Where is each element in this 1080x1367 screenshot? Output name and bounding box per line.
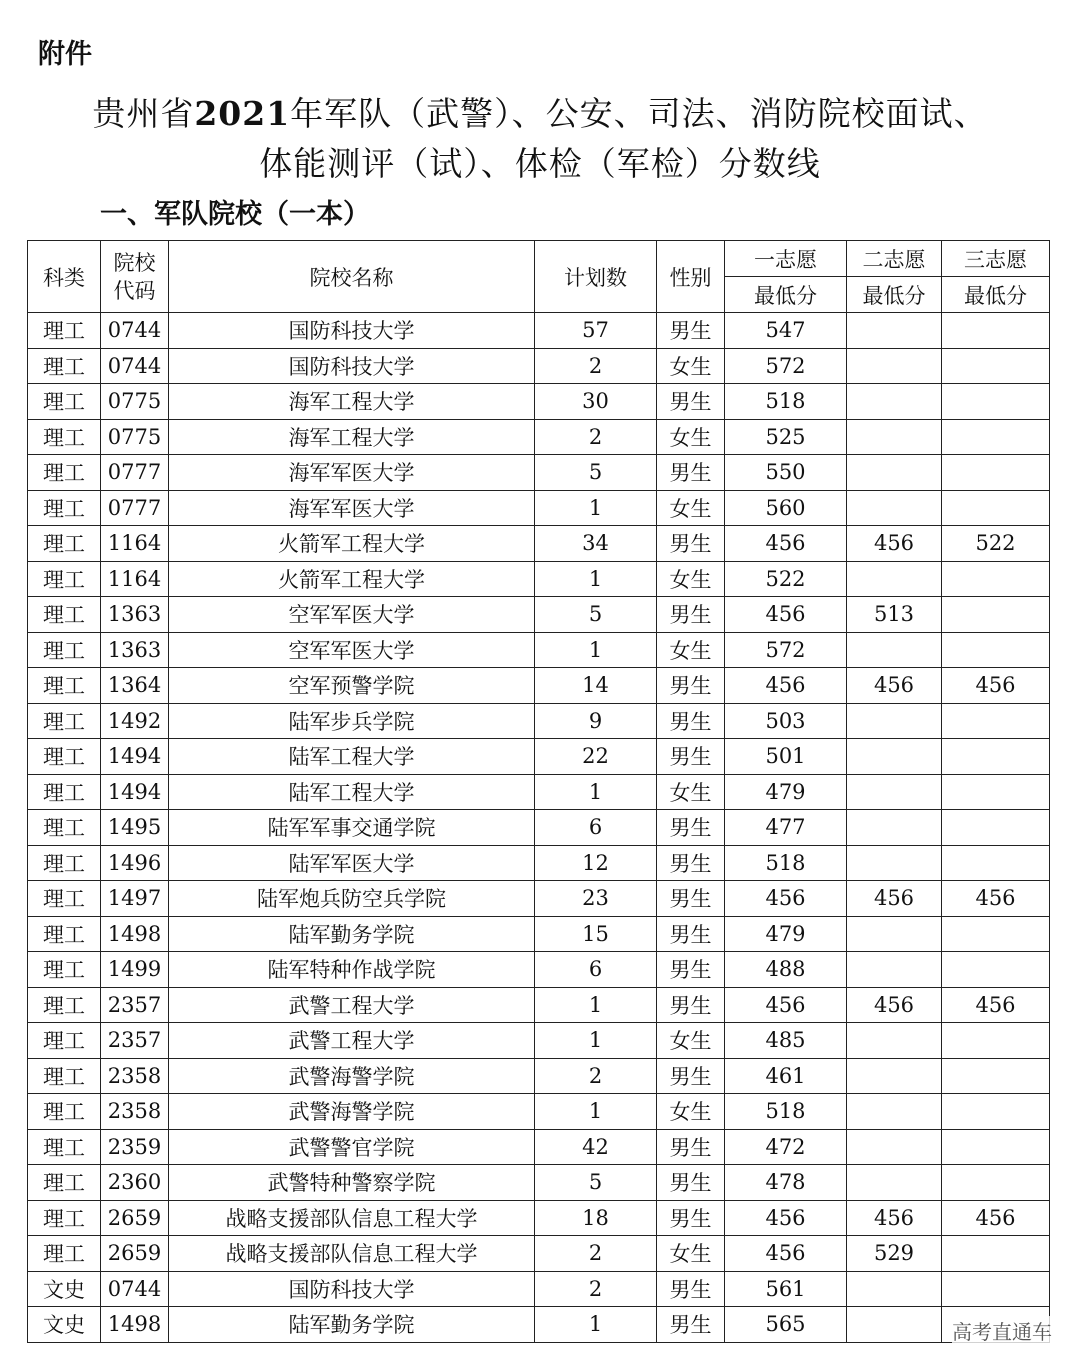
cell-code: 2358 — [101, 1094, 169, 1130]
table-row — [28, 561, 1050, 597]
cell-code: 0744 — [101, 313, 169, 349]
cell-third-min-score — [942, 739, 1050, 775]
cell-school-name: 火箭军工程大学 — [169, 561, 535, 597]
cell-subject: 理工 — [28, 419, 101, 455]
cell-plan: 2 — [535, 348, 657, 384]
cell-subject: 理工 — [28, 313, 101, 349]
cell-gender: 男生 — [657, 987, 725, 1023]
table-row — [28, 774, 1050, 810]
cell-plan: 18 — [535, 1200, 657, 1236]
cell-first-min-score: 479 — [725, 774, 847, 810]
page-title-line-1 — [0, 88, 1080, 135]
cell-school-name: 陆军军医大学 — [169, 845, 535, 881]
cell-first-min-score: 456 — [725, 881, 847, 917]
cell-first-min-score: 501 — [725, 739, 847, 775]
cell-second-min-score — [847, 1271, 942, 1307]
cell-school-name: 武警工程大学 — [169, 987, 535, 1023]
cell-first-min-score: 477 — [725, 810, 847, 846]
cell-first-min-score: 572 — [725, 632, 847, 668]
cell-school-name: 国防科技大学 — [169, 348, 535, 384]
cell-second-min-score — [847, 490, 942, 526]
cell-code: 2358 — [101, 1058, 169, 1094]
cell-first-min-score: 561 — [725, 1271, 847, 1307]
cell-subject: 文史 — [28, 1307, 101, 1343]
table-row — [28, 1058, 1050, 1094]
cell-plan: 5 — [535, 455, 657, 491]
cell-subject: 理工 — [28, 668, 101, 704]
title-suffix: 年军队（武警）、公安、司法、消防院校面试、 — [290, 94, 988, 133]
cell-code: 1498 — [101, 1307, 169, 1343]
cell-gender: 女生 — [657, 632, 725, 668]
table-row — [28, 810, 1050, 846]
table-row — [28, 1307, 1050, 1343]
cell-subject: 理工 — [28, 1165, 101, 1201]
cell-code: 1499 — [101, 952, 169, 988]
cell-gender: 男生 — [657, 916, 725, 952]
cell-first-min-score: 478 — [725, 1165, 847, 1201]
cell-plan: 34 — [535, 526, 657, 562]
cell-subject: 理工 — [28, 845, 101, 881]
cell-gender: 男生 — [657, 1200, 725, 1236]
cell-school-name: 国防科技大学 — [169, 313, 535, 349]
cell-code: 1164 — [101, 526, 169, 562]
cell-first-min-score: 479 — [725, 916, 847, 952]
cell-third-min-score — [942, 348, 1050, 384]
cell-subject: 理工 — [28, 526, 101, 562]
cell-gender: 女生 — [657, 348, 725, 384]
cell-third-min-score — [942, 1094, 1050, 1130]
cell-school-name: 陆军步兵学院 — [169, 703, 535, 739]
cell-subject: 理工 — [28, 1094, 101, 1130]
cell-code: 1494 — [101, 739, 169, 775]
table-row — [28, 384, 1050, 420]
cell-third-min-score: 456 — [942, 1200, 1050, 1236]
cell-plan: 1 — [535, 1023, 657, 1059]
header-subject: 科类 — [28, 241, 101, 313]
cell-second-min-score — [847, 1094, 942, 1130]
cell-plan: 42 — [535, 1129, 657, 1165]
cell-third-min-score: 456 — [942, 987, 1050, 1023]
cell-first-min-score: 472 — [725, 1129, 847, 1165]
cell-subject: 理工 — [28, 348, 101, 384]
table-row — [28, 313, 1050, 349]
cell-school-name: 武警海警学院 — [169, 1094, 535, 1130]
table-row — [28, 1236, 1050, 1272]
cell-third-min-score — [942, 455, 1050, 491]
cell-subject: 理工 — [28, 455, 101, 491]
cell-plan: 2 — [535, 1271, 657, 1307]
cell-second-min-score — [847, 1165, 942, 1201]
cell-school-name: 海军工程大学 — [169, 419, 535, 455]
cell-second-min-score: 456 — [847, 1200, 942, 1236]
cell-second-min-score — [847, 774, 942, 810]
table-row — [28, 845, 1050, 881]
table-row — [28, 952, 1050, 988]
cell-school-name: 空军预警学院 — [169, 668, 535, 704]
table-row — [28, 1200, 1050, 1236]
cell-subject: 理工 — [28, 1129, 101, 1165]
cell-code: 0775 — [101, 384, 169, 420]
cell-third-min-score: 456 — [942, 668, 1050, 704]
cell-subject: 理工 — [28, 916, 101, 952]
cell-code: 1492 — [101, 703, 169, 739]
header-first-choice: 一志愿 — [725, 241, 847, 277]
cell-third-min-score — [942, 632, 1050, 668]
cell-code: 1497 — [101, 881, 169, 917]
table-row — [28, 526, 1050, 562]
cell-school-name: 武警海警学院 — [169, 1058, 535, 1094]
cell-first-min-score: 547 — [725, 313, 847, 349]
cell-second-min-score — [847, 952, 942, 988]
header-name: 院校名称 — [169, 241, 535, 313]
cell-code: 1496 — [101, 845, 169, 881]
cell-gender: 男生 — [657, 597, 725, 633]
cell-second-min-score — [847, 455, 942, 491]
cell-first-min-score: 565 — [725, 1307, 847, 1343]
cell-gender: 男生 — [657, 1271, 725, 1307]
cell-first-min-score: 560 — [725, 490, 847, 526]
cell-gender: 男生 — [657, 703, 725, 739]
cell-school-name: 海军军医大学 — [169, 455, 535, 491]
cell-third-min-score — [942, 384, 1050, 420]
cell-second-min-score — [847, 845, 942, 881]
cell-gender: 男生 — [657, 1058, 725, 1094]
cell-plan: 23 — [535, 881, 657, 917]
table-row — [28, 419, 1050, 455]
cell-school-name: 战略支援部队信息工程大学 — [169, 1236, 535, 1272]
cell-plan: 1 — [535, 490, 657, 526]
cell-first-min-score: 522 — [725, 561, 847, 597]
header-first-min-score: 最低分 — [725, 277, 847, 313]
title-prefix: 贵州省 — [92, 94, 195, 133]
table-row — [28, 668, 1050, 704]
cell-plan: 30 — [535, 384, 657, 420]
section-heading: 一、军队院校（一本） — [100, 199, 370, 230]
attachment-label: 附件 — [38, 39, 92, 70]
cell-subject: 理工 — [28, 561, 101, 597]
cell-plan: 15 — [535, 916, 657, 952]
cell-subject: 理工 — [28, 597, 101, 633]
header-second-choice: 二志愿 — [847, 241, 942, 277]
cell-school-name: 海军工程大学 — [169, 384, 535, 420]
header-gender: 性别 — [657, 241, 725, 313]
cell-code: 0777 — [101, 490, 169, 526]
cell-first-min-score: 525 — [725, 419, 847, 455]
cell-school-name: 海军军医大学 — [169, 490, 535, 526]
cell-first-min-score: 518 — [725, 845, 847, 881]
cell-subject: 理工 — [28, 774, 101, 810]
cell-second-min-score — [847, 1023, 942, 1059]
cell-code: 2357 — [101, 1023, 169, 1059]
cell-gender: 男生 — [657, 1165, 725, 1201]
cell-third-min-score — [942, 810, 1050, 846]
cell-gender: 男生 — [657, 1129, 725, 1165]
cell-first-min-score: 518 — [725, 1094, 847, 1130]
table-row — [28, 703, 1050, 739]
cell-third-min-score — [942, 952, 1050, 988]
cell-plan: 6 — [535, 952, 657, 988]
cell-subject: 理工 — [28, 739, 101, 775]
cell-subject: 理工 — [28, 490, 101, 526]
cell-first-min-score: 461 — [725, 1058, 847, 1094]
cell-subject: 理工 — [28, 1058, 101, 1094]
cell-school-name: 空军军医大学 — [169, 632, 535, 668]
cell-code: 2659 — [101, 1200, 169, 1236]
cell-first-min-score: 518 — [725, 384, 847, 420]
cell-school-name: 陆军军事交通学院 — [169, 810, 535, 846]
cell-second-min-score — [847, 348, 942, 384]
cell-first-min-score: 485 — [725, 1023, 847, 1059]
cell-second-min-score: 456 — [847, 668, 942, 704]
cell-school-name: 空军军医大学 — [169, 597, 535, 633]
cell-second-min-score — [847, 313, 942, 349]
cell-first-min-score: 572 — [725, 348, 847, 384]
cell-gender: 男生 — [657, 739, 725, 775]
cell-subject: 理工 — [28, 1236, 101, 1272]
cell-school-name: 陆军工程大学 — [169, 774, 535, 810]
table-body — [28, 313, 1050, 1343]
cell-third-min-score — [942, 703, 1050, 739]
table-row — [28, 632, 1050, 668]
cell-gender: 男生 — [657, 1307, 725, 1343]
cell-third-min-score — [942, 1023, 1050, 1059]
cell-first-min-score: 456 — [725, 987, 847, 1023]
cell-second-min-score: 456 — [847, 881, 942, 917]
table-row — [28, 455, 1050, 491]
cell-third-min-score: 522 — [942, 526, 1050, 562]
cell-gender: 女生 — [657, 490, 725, 526]
cell-subject: 理工 — [28, 703, 101, 739]
cell-second-min-score: 456 — [847, 987, 942, 1023]
cell-third-min-score — [942, 313, 1050, 349]
cell-school-name: 火箭军工程大学 — [169, 526, 535, 562]
cell-code: 1363 — [101, 597, 169, 633]
cell-gender: 男生 — [657, 952, 725, 988]
cell-third-min-score — [942, 845, 1050, 881]
header-third-min-score: 最低分 — [942, 277, 1050, 313]
title-year: 2021 — [194, 94, 291, 133]
table-row — [28, 1094, 1050, 1130]
table-row — [28, 1165, 1050, 1201]
cell-code: 1495 — [101, 810, 169, 846]
table-row — [28, 987, 1050, 1023]
cell-third-min-score — [942, 1236, 1050, 1272]
cell-first-min-score: 456 — [725, 668, 847, 704]
cell-first-min-score: 488 — [725, 952, 847, 988]
cell-second-min-score: 529 — [847, 1236, 942, 1272]
cell-second-min-score — [847, 916, 942, 952]
table-row — [28, 490, 1050, 526]
cell-third-min-score — [942, 1271, 1050, 1307]
cell-school-name: 陆军勤务学院 — [169, 916, 535, 952]
cell-school-name: 陆军勤务学院 — [169, 1307, 535, 1343]
cell-plan: 1 — [535, 1094, 657, 1130]
cell-plan: 1 — [535, 774, 657, 810]
cell-gender: 女生 — [657, 419, 725, 455]
table-row — [28, 1129, 1050, 1165]
cell-school-name: 武警警官学院 — [169, 1129, 535, 1165]
cell-first-min-score: 456 — [725, 526, 847, 562]
cell-second-min-score — [847, 632, 942, 668]
cell-third-min-score — [942, 490, 1050, 526]
cell-gender: 男生 — [657, 668, 725, 704]
cell-gender: 女生 — [657, 1094, 725, 1130]
cell-plan: 12 — [535, 845, 657, 881]
cell-second-min-score: 513 — [847, 597, 942, 633]
cell-code: 1363 — [101, 632, 169, 668]
cell-third-min-score — [942, 1058, 1050, 1094]
table-row — [28, 916, 1050, 952]
cell-code: 0744 — [101, 1271, 169, 1307]
cell-gender: 女生 — [657, 561, 725, 597]
cell-gender: 男生 — [657, 455, 725, 491]
cell-gender: 男生 — [657, 313, 725, 349]
cell-code: 0744 — [101, 348, 169, 384]
cell-second-min-score — [847, 384, 942, 420]
cell-plan: 22 — [535, 739, 657, 775]
cell-third-min-score — [942, 419, 1050, 455]
cell-third-min-score — [942, 561, 1050, 597]
header-plan: 计划数 — [535, 241, 657, 313]
cell-subject: 理工 — [28, 952, 101, 988]
cell-code: 1364 — [101, 668, 169, 704]
cell-subject: 理工 — [28, 987, 101, 1023]
score-table — [27, 240, 1050, 1343]
cell-second-min-score — [847, 703, 942, 739]
cell-first-min-score: 550 — [725, 455, 847, 491]
cell-school-name: 陆军工程大学 — [169, 739, 535, 775]
cell-school-name: 陆军炮兵防空兵学院 — [169, 881, 535, 917]
cell-subject: 理工 — [28, 1200, 101, 1236]
table-row — [28, 597, 1050, 633]
cell-school-name: 武警工程大学 — [169, 1023, 535, 1059]
cell-third-min-score — [942, 597, 1050, 633]
cell-plan: 1 — [535, 632, 657, 668]
cell-subject: 理工 — [28, 881, 101, 917]
cell-code: 2357 — [101, 987, 169, 1023]
cell-first-min-score: 456 — [725, 1236, 847, 1272]
cell-plan: 9 — [535, 703, 657, 739]
cell-plan: 1 — [535, 1307, 657, 1343]
cell-second-min-score — [847, 561, 942, 597]
cell-third-min-score — [942, 774, 1050, 810]
cell-code: 1164 — [101, 561, 169, 597]
header-third-choice: 三志愿 — [942, 241, 1050, 277]
cell-plan: 14 — [535, 668, 657, 704]
cell-second-min-score — [847, 739, 942, 775]
cell-gender: 男生 — [657, 881, 725, 917]
cell-second-min-score — [847, 419, 942, 455]
cell-gender: 女生 — [657, 1236, 725, 1272]
cell-subject: 理工 — [28, 384, 101, 420]
cell-third-min-score — [942, 916, 1050, 952]
cell-subject: 理工 — [28, 810, 101, 846]
page-title-line-2: 体能测评（试）、体检（军检）分数线 — [259, 144, 821, 183]
cell-second-min-score — [847, 1307, 942, 1343]
table-row — [28, 1023, 1050, 1059]
cell-code: 1498 — [101, 916, 169, 952]
table-row — [28, 348, 1050, 384]
cell-school-name: 陆军特种作战学院 — [169, 952, 535, 988]
cell-first-min-score: 456 — [725, 1200, 847, 1236]
cell-plan: 6 — [535, 810, 657, 846]
cell-gender: 男生 — [657, 810, 725, 846]
cell-code: 2659 — [101, 1236, 169, 1272]
cell-school-name: 武警特种警察学院 — [169, 1165, 535, 1201]
cell-gender: 女生 — [657, 1023, 725, 1059]
cell-plan: 1 — [535, 561, 657, 597]
table-row — [28, 739, 1050, 775]
cell-second-min-score — [847, 1058, 942, 1094]
cell-second-min-score — [847, 1129, 942, 1165]
cell-plan: 5 — [535, 1165, 657, 1201]
cell-plan: 2 — [535, 1236, 657, 1272]
cell-code: 1494 — [101, 774, 169, 810]
cell-plan: 1 — [535, 987, 657, 1023]
cell-subject: 理工 — [28, 632, 101, 668]
table-row — [28, 1271, 1050, 1307]
cell-code: 2359 — [101, 1129, 169, 1165]
cell-plan: 2 — [535, 419, 657, 455]
cell-first-min-score: 503 — [725, 703, 847, 739]
header-second-min-score: 最低分 — [847, 277, 942, 313]
cell-school-name: 战略支援部队信息工程大学 — [169, 1200, 535, 1236]
cell-third-min-score — [942, 1129, 1050, 1165]
cell-plan: 2 — [535, 1058, 657, 1094]
cell-first-min-score: 456 — [725, 597, 847, 633]
cell-subject: 文史 — [28, 1271, 101, 1307]
cell-plan: 5 — [535, 597, 657, 633]
cell-code: 0777 — [101, 455, 169, 491]
cell-third-min-score: 456 — [942, 881, 1050, 917]
cell-third-min-score — [942, 1165, 1050, 1201]
cell-second-min-score — [847, 810, 942, 846]
cell-subject: 理工 — [28, 1023, 101, 1059]
cell-second-min-score: 456 — [847, 526, 942, 562]
cell-gender: 男生 — [657, 845, 725, 881]
header-code: 院校代码 — [101, 241, 169, 313]
cell-gender: 女生 — [657, 774, 725, 810]
cell-gender: 男生 — [657, 384, 725, 420]
cell-gender: 男生 — [657, 526, 725, 562]
cell-code: 0775 — [101, 419, 169, 455]
table-row — [28, 881, 1050, 917]
cell-school-name: 国防科技大学 — [169, 1271, 535, 1307]
watermark: 高考直通车 — [952, 1316, 1052, 1345]
cell-plan: 57 — [535, 313, 657, 349]
cell-code: 2360 — [101, 1165, 169, 1201]
